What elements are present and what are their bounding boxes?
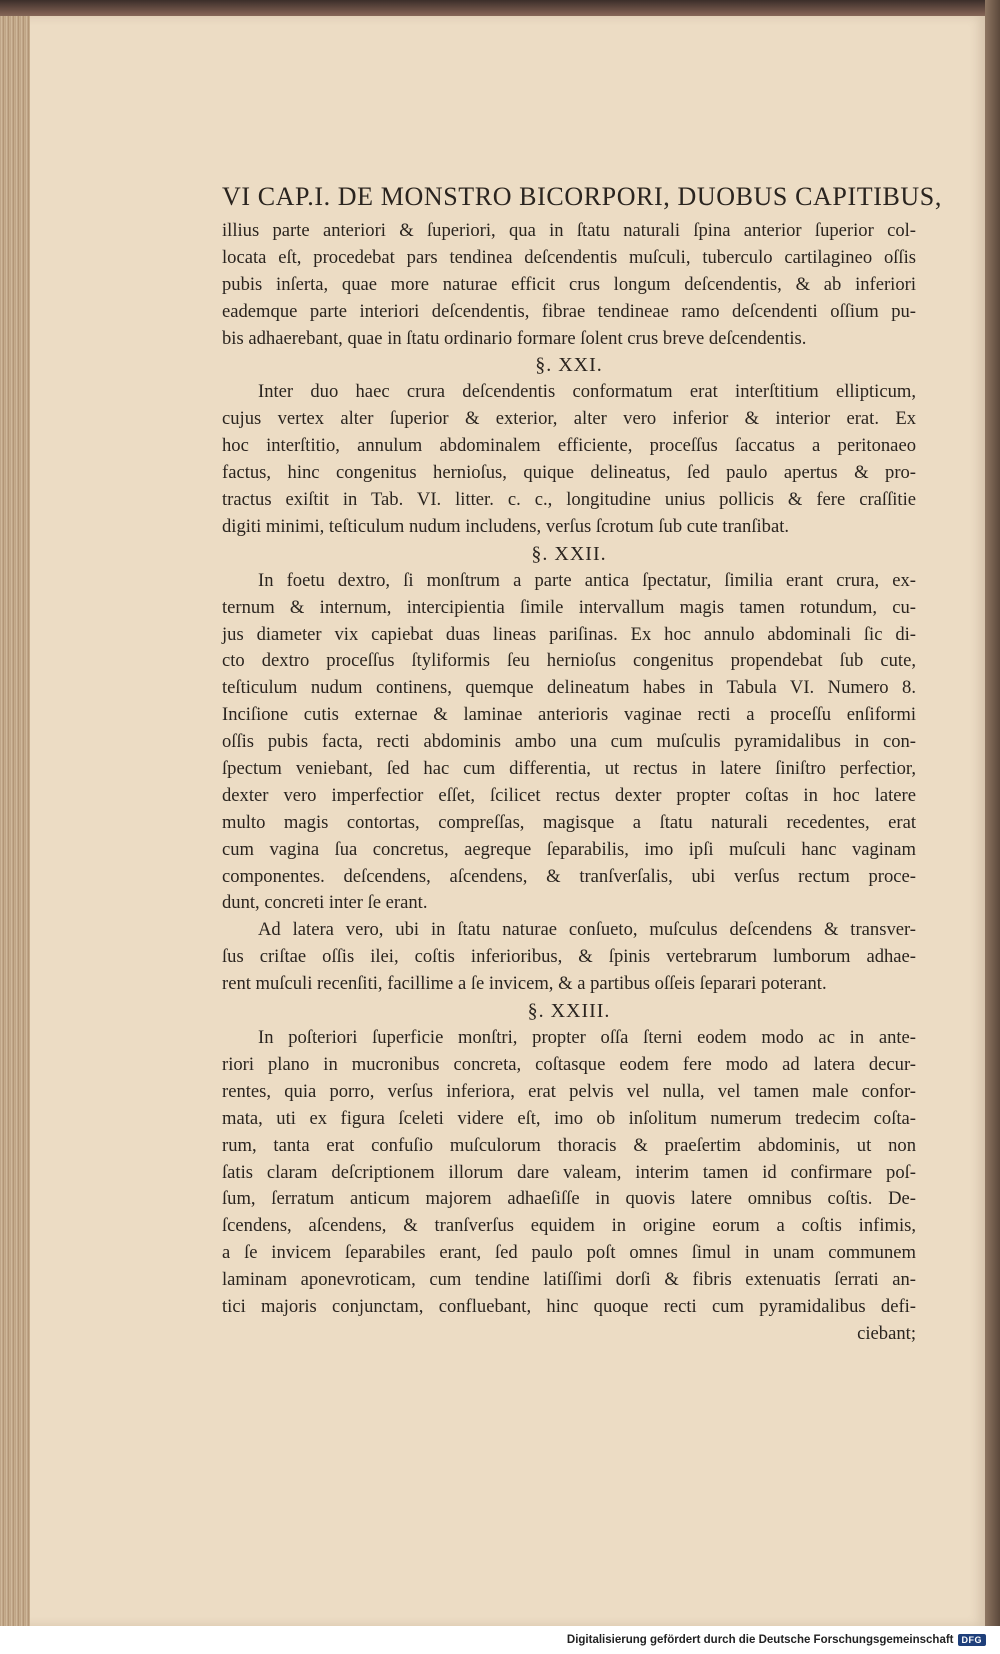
text-line: In poſteriori ſuperficie monſtri, propter oſſa ſterni eodem modo ac in ante- [258,1027,916,1049]
text-line: cujus vertex alter ſuperior & exterior, alter vero inferior & interior erat. Ex [222,408,916,430]
text-line: dunt, concreti inter ſe erant. [222,892,428,914]
text-line: factus, hinc congenitus hernioſus, quique delineatus, ſed paulo apertus & pro- [222,462,916,484]
text-line: tractus exiſtit in Tab. VI. litter. c. c., longitudine unius pollicis & fere craſſitie [222,489,916,511]
text-line: ſatis claram deſcriptionem illorum dare valeam, interim tamen id confirmare poſ- [222,1161,916,1183]
text-line: multo magis contortas, compreſſas, magisque a ſtatu naturali recedentes, erat [222,811,916,833]
text-body [222,218,916,1348]
text-line: teſticulum nudum continens, quemque delineatum habes in Tabula VI. Numero 8. [222,677,916,699]
text-line: ternum & internum, intercipientia ſimile intervallum magis tamen rotundum, cu- [222,596,916,618]
text-line: rum, tanta erat confuſio muſculorum thoracis & praeſertim abdominis, ut non [222,1134,916,1156]
section-heading: §. XXIII. [527,1000,611,1023]
text-line: oſſis pubis facta, recti abdominis ambo una cum muſculis pyramidalibus in con- [222,731,916,753]
text-line: ſus criſtae oſſis ilei, coſtis inferioribus, & ſpinis vertebrarum lumborum adhae- [222,946,916,968]
text-line: Ad latera vero, ubi in ſtatu naturae conſueto, muſculus deſcendens & transver- [258,919,916,941]
book-right-edge [985,0,1000,1654]
text-line: ſcendens, aſcendens, & tranſverſus equidem in origine eorum a coſtis infimis, [222,1215,916,1237]
text-line: cto dextro proceſſus ſtyliformis ſeu hernioſus congenitus propendebat ſub cute, [222,650,916,672]
text-line: mata, uti ex figura ſceleti videre eſt, imo ob inſolitum numerum tredecim coſta- [222,1107,916,1129]
text-line: In foetu dextro, ſi monſtrum a parte antica ſpectatur, ſimilia erant crura, ex- [258,569,916,591]
text-line: cum vagina ſua concretus, aegreque ſeparabilis, imo ipſi muſculi hanc vaginam [222,838,916,860]
text-line: dexter vero imperfectior eſſet, ſcilicet rectus dexter propter coſtas in hoc latere [222,784,916,806]
text-line: tici majoris conjunctam, confluebant, hinc quoque recti cum pyramidalibus defi- [222,1295,916,1317]
text-line: rentes, quia porro, verſus inferiora, erat pelvis vel nulla, vel tamen male confor- [222,1080,916,1102]
text-line: riori plano in mucronibus concreta, coſtasque eodem fere modo ad latera decur- [222,1053,916,1075]
section-heading: §. XXI. [535,354,603,377]
running-head: VI CAP.I. DE MONSTRO BICORPORI, DUOBUS CAPITIBUS, [222,182,942,211]
paragraph [222,379,916,540]
text-line: Inter duo haec crura deſcendentis conformatum erat interſtitium ellipticum, [258,381,916,403]
page-content [222,180,942,1348]
text-line: a ſe invicem ſeparabiles erant, ſed paulo poſt omnes ſimul in unam communem [222,1242,916,1264]
text-line: Inciſione cutis externae & laminae anterioris vaginae recti a proceſſu enſiformi [222,704,916,726]
dfg-logo: DFG [958,1634,987,1646]
section-heading: §. XXII. [531,542,607,565]
paragraph [222,568,916,918]
text-line: ſum, ſerratum anticum majorem adhaeſiſſe in quovis latere omnibus coſtis. De- [222,1188,916,1210]
text-line: laminam aponevroticam, cum tendine latiſſimi dorſi & fibris extenuatis ſerrati an- [222,1269,916,1291]
text-line: hoc interſtitio, annulum abdominalem efficiente, proceſſus ſaccatus a peritonaeo [222,435,916,457]
paragraph [222,218,916,352]
text-line: ſpectum veniebant, ſed hac cum differentia, ut rectus in latere ſiniſtro perfectior, [222,758,916,780]
text-line: pubis inſerta, quae more naturae efficit crus longum deſcendentis, & ab inferiori [222,273,916,295]
text-line: digiti minimi, teſticulum nudum includens, verſus ſcrotum ſub cute tranſibat. [222,515,790,537]
text-line: jus diameter vix capiebat duas lineas pariſinas. Ex hoc annulo abdominali ſic di- [222,623,916,645]
paragraph [222,917,916,998]
funding-credit-text: Digitalisierung gefördert durch die Deutsche Forschungsgemeinschaft [566,1634,954,1646]
text-line: illius parte anteriori & ſuperiori, qua in ſtatu naturali ſpina anterior ſuperior col- [222,220,916,241]
footer-credit [567,1634,986,1646]
text-line: componentes. deſcendens, aſcendens, & tranſverſalis, ubi verſus rectum proce- [222,865,916,887]
text-line: locata eſt, procedebat pars tendinea deſcendentis muſculi, tuberculo cartilagineo oſſis [222,246,916,268]
text-line: eademque parte interiori deſcendentis, fibrae tendineae ramo deſcendenti oſſium pu- [222,300,916,322]
text-line: rent muſculi recenſiti, facillime a ſe invicem, & a partibus oſſeis ſeparari poterant. [222,973,827,995]
text-line: ciebant; [857,1322,916,1344]
page-leaves-edge [0,16,30,1626]
paragraph [222,1025,916,1348]
text-line: bis adhaerebant, quae in ſtatu ordinario formare ſolent crus breve deſcendentis. [222,327,807,349]
